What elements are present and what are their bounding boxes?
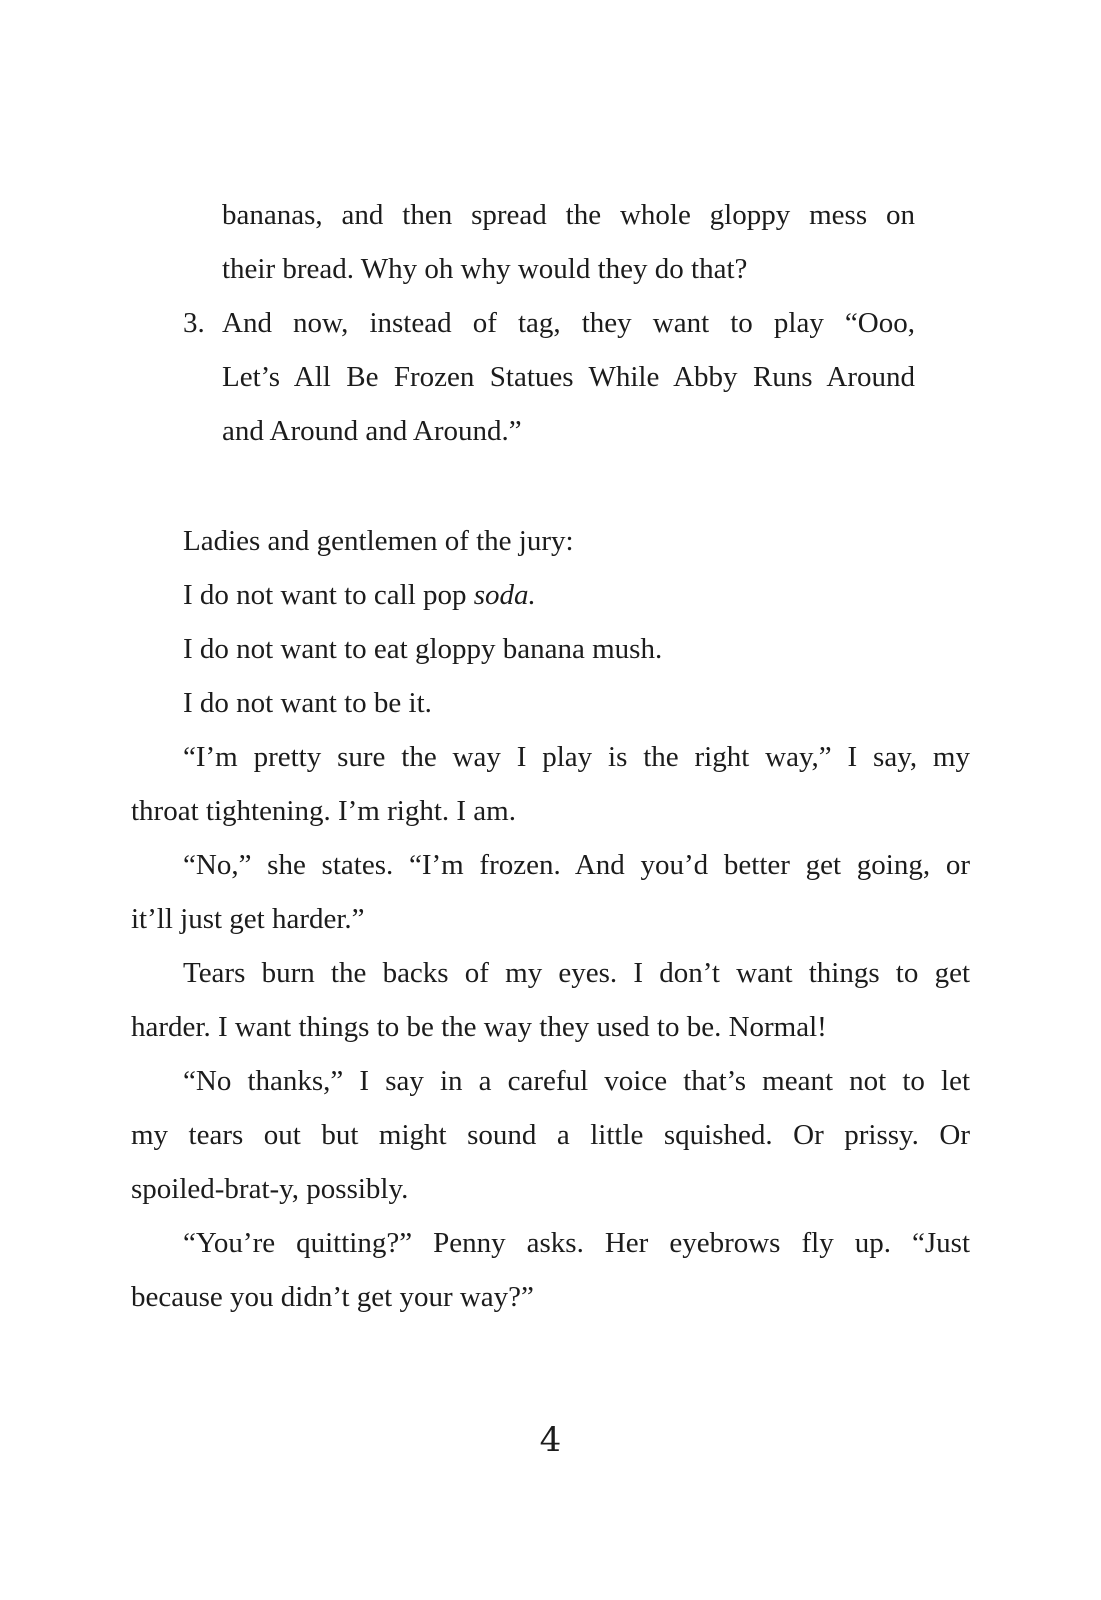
list-line: Let’s All Be Frozen Statues While Abby Runs Around <box>222 361 915 393</box>
paragraph-line: Ladies and gentlemen of the jury: <box>183 525 574 557</box>
paragraph-line: it’ll just get harder.” <box>131 903 365 935</box>
list-line: And now, instead of tag, they want to play “Ooo, <box>222 307 915 339</box>
paragraph-line: “No thanks,” I say in a careful voice that’s meant not to let <box>183 1065 970 1097</box>
paragraph-line: I do not want to eat gloppy banana mush. <box>183 633 663 665</box>
paragraph-line: I do not want to be it. <box>183 687 432 719</box>
paragraph-line: harder. I want things to be the way they used to be. Normal! <box>131 1011 827 1043</box>
italic-soda: soda. <box>473 579 536 611</box>
paragraph-line: “No,” she states. “I’m frozen. And you’d better get going, or <box>183 849 970 881</box>
paragraph-line: my tears out but might sound a little squished. Or prissy. Or <box>131 1119 970 1151</box>
page-number: 4 <box>539 1420 562 1460</box>
paragraph-line: throat tightening. I’m right. I am. <box>131 795 516 827</box>
paragraph-line <box>183 568 536 622</box>
list-item-number: 3. <box>183 307 205 339</box>
paragraph-line: “You’re quitting?” Penny asks. Her eyebrows fly up. “Just <box>183 1227 970 1259</box>
list-line: and Around and Around.” <box>222 415 522 447</box>
soda-line-text: I do not want to call pop <box>183 579 474 611</box>
paragraph-line: Tears burn the backs of my eyes. I don’t want things to get <box>183 957 970 989</box>
list-line: bananas, and then spread the whole gloppy mess on <box>222 199 915 231</box>
paragraph-line: spoiled-brat-y, possibly. <box>131 1173 409 1205</box>
list-line: their bread. Why oh why would they do that? <box>222 253 748 285</box>
paragraph-line: because you didn’t get your way?” <box>131 1281 534 1313</box>
paragraph-line: “I’m pretty sure the way I play is the right way,” I say, my <box>183 741 970 773</box>
